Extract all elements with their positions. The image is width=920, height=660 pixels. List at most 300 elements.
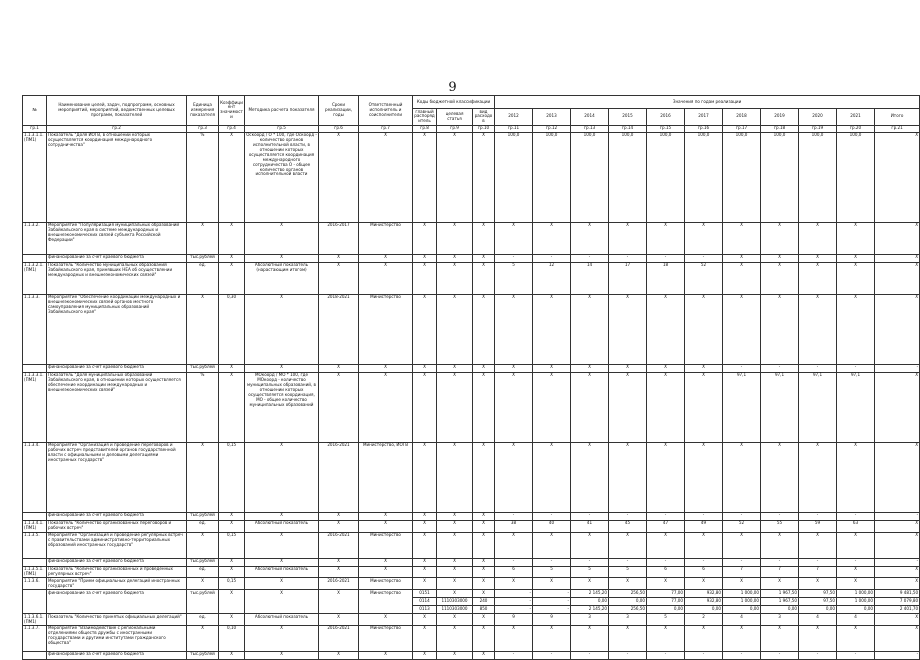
table-cell: Х <box>359 132 413 222</box>
table-cell: Х <box>533 625 571 651</box>
table-cell: Х <box>245 254 319 262</box>
column-number: гр.4 <box>219 125 245 132</box>
table-cell: Мероприятие "Обеспечение координации международных и внешнеэкономических связей органов местного самоуправления муниципальных образований Забайкальского края" <box>47 294 187 364</box>
table-cell: Х <box>319 566 359 578</box>
column-number: гр.14 <box>609 125 647 132</box>
table-cell <box>23 512 47 520</box>
table-cell: Х <box>875 254 920 262</box>
table-cell: - <box>533 606 571 614</box>
table-cell: 1 000,00 <box>837 598 875 606</box>
table-cell: 97,1 <box>723 372 761 442</box>
table-cell: 1 967,50 <box>761 590 799 598</box>
table-cell: Х <box>875 520 920 532</box>
table-cell: Х <box>437 532 473 558</box>
table-cell: Х <box>837 578 875 590</box>
table-cell: 0114 <box>413 598 437 606</box>
table-cell: 0,00 <box>647 606 685 614</box>
table-cell: 3 <box>761 614 799 626</box>
table-cell: Х <box>473 442 495 512</box>
table-cell: Х <box>359 651 413 659</box>
table-cell: Х <box>609 372 647 442</box>
table-cell: Х <box>647 442 685 512</box>
column-number: гр.18 <box>761 125 799 132</box>
table-cell: 9 481,50 <box>875 590 920 598</box>
header-codes: Коды бюджетной классификации <box>413 96 495 109</box>
table-cell: Х <box>437 578 473 590</box>
column-number: гр.11 <box>495 125 533 132</box>
header-year: 2018 <box>723 109 761 126</box>
table-cell: - <box>609 651 647 659</box>
table-cell: Х <box>473 590 495 598</box>
table-row <box>23 132 920 222</box>
table-cell: Х <box>609 442 647 512</box>
table-cell: - <box>647 254 685 262</box>
table-cell: - <box>609 558 647 566</box>
table-cell: - <box>761 512 799 520</box>
table-row <box>23 512 920 520</box>
table-cell: Х <box>875 625 920 651</box>
table-cell: финансирование за счет краевого бюджета <box>47 590 187 614</box>
table-cell: Х <box>609 294 647 364</box>
column-number: гр.13 <box>571 125 609 132</box>
table-cell: Х <box>437 442 473 512</box>
table-row <box>23 262 920 294</box>
table-cell: 17 <box>609 262 647 294</box>
column-number: гр.1 <box>23 125 47 132</box>
table-cell: Х <box>723 532 761 558</box>
table-cell: Х <box>799 578 837 590</box>
table-cell: Х <box>761 578 799 590</box>
table-cell: Х <box>571 364 609 372</box>
table-cell: - <box>495 598 533 606</box>
table-cell: Х <box>359 520 413 532</box>
table-cell: Х <box>685 442 723 512</box>
table-cell: Х <box>685 578 723 590</box>
table-cell: 0,00 <box>799 606 837 614</box>
table-cell: тыс.рублей <box>187 512 219 520</box>
table-cell: тыс.рублей <box>187 651 219 659</box>
table-cell: - <box>647 512 685 520</box>
column-number: гр.15 <box>647 125 685 132</box>
table-cell: 2016-2021 <box>319 442 359 512</box>
table-cell: Х <box>219 566 245 578</box>
table-cell: Х <box>685 625 723 651</box>
table-cell: Х <box>245 625 319 651</box>
table-cell: Х <box>609 222 647 254</box>
table-cell: Х <box>473 132 495 222</box>
table-cell: Х <box>495 442 533 512</box>
table-cell: Х <box>495 364 533 372</box>
table-cell <box>23 254 47 262</box>
header-terms: Сроки реализации, годы <box>319 96 359 126</box>
table-cell: - <box>837 364 875 372</box>
table-cell: Х <box>685 294 723 364</box>
table-cell: - <box>533 512 571 520</box>
table-cell: Х <box>761 254 799 262</box>
table-cell: Х <box>437 372 473 442</box>
table-cell: 7 <box>723 566 761 578</box>
table-cell: 0,00 <box>571 598 609 606</box>
table-cell: Х <box>359 558 413 566</box>
table-cell: Х <box>319 254 359 262</box>
table-cell: тыс.рублей <box>187 364 219 372</box>
column-number: гр.5 <box>245 125 319 132</box>
table-cell: Х <box>245 651 319 659</box>
table-cell: - <box>875 512 920 520</box>
column-number: гр.17 <box>723 125 761 132</box>
table-cell: Абсолютный показатель (нарастающим итогом) <box>245 262 319 294</box>
table-cell: Х <box>837 532 875 558</box>
table-cell: 59 <box>799 520 837 532</box>
column-numbers-row <box>23 125 920 132</box>
table-cell: Х <box>761 294 799 364</box>
table-cell: - <box>533 598 571 606</box>
table-cell: Х <box>875 132 920 222</box>
table-cell: 100,0 <box>647 132 685 222</box>
table-cell: Х <box>875 532 920 558</box>
table-cell: Х <box>319 614 359 626</box>
table-cell: 52 <box>723 520 761 532</box>
table-cell: Х <box>473 578 495 590</box>
table-cell: 6 <box>647 566 685 578</box>
table-cell: 40 <box>533 520 571 532</box>
table-cell: 55 <box>761 520 799 532</box>
table-cell: Х <box>799 625 837 651</box>
table-cell: - <box>495 254 533 262</box>
table-cell: - <box>761 558 799 566</box>
table-cell: Х <box>761 442 799 512</box>
table-header <box>23 96 920 126</box>
table-cell: Х <box>219 590 245 614</box>
table-cell: 7 079,80 <box>875 598 920 606</box>
table-cell: - <box>533 254 571 262</box>
table-cell: Х <box>723 294 761 364</box>
table-cell: Х <box>723 625 761 651</box>
header-code-sub: главный распорядитель <box>414 108 435 124</box>
table-cell: Х <box>413 566 437 578</box>
table-cell: 49 <box>685 520 723 532</box>
table-cell: - <box>723 558 761 566</box>
table-cell: - <box>685 558 723 566</box>
table-cell: Министерство, ИОГВ <box>359 442 413 512</box>
table-cell: 5 <box>533 566 571 578</box>
table-cell: Х <box>533 222 571 254</box>
table-cell: 0,30 <box>219 294 245 364</box>
table-cell: Х <box>723 222 761 254</box>
table-cell: 1.1.3.2.1. (ПМ1) <box>23 262 47 294</box>
table-row <box>23 590 920 598</box>
table-cell: Х <box>473 262 495 294</box>
table-cell: Х <box>723 578 761 590</box>
table-cell: - <box>647 651 685 659</box>
column-number: гр.7 <box>359 125 413 132</box>
header-year: 2017 <box>685 109 723 126</box>
table-cell: 1.1.3.2. <box>23 222 47 254</box>
table-cell: Х <box>473 614 495 626</box>
table-cell: - <box>647 558 685 566</box>
table-cell: Х <box>875 222 920 254</box>
table-cell: Х <box>533 364 571 372</box>
table-cell: Х <box>799 442 837 512</box>
table-cell: - <box>495 651 533 659</box>
page-number: 9 <box>448 80 457 95</box>
table-cell: 7 <box>799 566 837 578</box>
table-cell: Министерство <box>359 222 413 254</box>
table-cell: 0,00 <box>761 606 799 614</box>
table-cell: Х <box>413 520 437 532</box>
table-cell: 6 <box>685 566 723 578</box>
table-cell: Х <box>219 364 245 372</box>
column-number: гр.10 <box>473 125 495 132</box>
table-cell: Х <box>533 532 571 558</box>
table-cell: 77,00 <box>647 598 685 606</box>
table-cell: 1110303000 <box>437 606 473 614</box>
table-cell: - <box>495 606 533 614</box>
table-cell: Х <box>245 590 319 614</box>
table-cell: Х <box>413 364 437 372</box>
column-number: гр.2 <box>47 125 187 132</box>
table-cell: Х <box>647 372 685 442</box>
table-cell: ед. <box>187 614 219 626</box>
table-cell: Х <box>571 294 609 364</box>
table-cell: Х <box>245 364 319 372</box>
table-cell: Х <box>495 222 533 254</box>
header-year: 2016 <box>647 109 685 126</box>
table-cell: Х <box>495 625 533 651</box>
table-cell: - <box>723 651 761 659</box>
table-cell: Х <box>359 254 413 262</box>
table-cell: - <box>875 558 920 566</box>
table-cell: Х <box>219 558 245 566</box>
table-cell: 1 000,00 <box>837 590 875 598</box>
table-cell: Х <box>571 372 609 442</box>
table-cell: 38 <box>495 520 533 532</box>
table-cell: Х <box>219 614 245 626</box>
table-cell: 63 <box>837 520 875 532</box>
table-cell: Мероприятие "Взаимодействие с региональными отделениями обществ дружбы с иностранными государствами и другими институтами гражданского общества" <box>47 625 187 651</box>
table-cell: Х <box>437 520 473 532</box>
table-cell: Показатель "Доля ИОГВ, в отношении которых осуществляется координация международного сотрудничества" <box>47 132 187 222</box>
table-cell: Х <box>761 532 799 558</box>
table-cell: финансирование за счет краевого бюджета <box>47 364 187 372</box>
header-code-sub: целевая статья <box>437 109 473 126</box>
column-number: гр.6 <box>319 125 359 132</box>
table-cell: Х <box>761 625 799 651</box>
header-values: Значения по годам реализации <box>495 96 920 109</box>
table-cell: Х <box>837 222 875 254</box>
table-cell: Х <box>437 364 473 372</box>
table-cell: Х <box>437 614 473 626</box>
table-cell: 1 000,00 <box>723 590 761 598</box>
table-cell: финансирование за счет краевого бюджета <box>47 651 187 659</box>
table-cell: Министерство <box>359 294 413 364</box>
table-cell: - <box>495 590 533 598</box>
table-cell: Х <box>245 512 319 520</box>
table-cell: 0,15 <box>219 442 245 512</box>
table-cell: Х <box>799 532 837 558</box>
table-cell: - <box>799 512 837 520</box>
table-cell: 1.1.3.5.1. (ПМ1) <box>23 566 47 578</box>
table-cell: Х <box>187 578 219 590</box>
table-cell: Х <box>413 262 437 294</box>
table-cell: Х <box>473 294 495 364</box>
table-cell: 45 <box>609 520 647 532</box>
table-cell: Х <box>187 222 219 254</box>
table-cell: Х <box>437 254 473 262</box>
table-cell: 1.1.3.3. <box>23 294 47 364</box>
table-cell: Х <box>437 625 473 651</box>
table-cell: Х <box>533 372 571 442</box>
table-cell: Х <box>875 614 920 626</box>
table-cell: Х <box>219 520 245 532</box>
table-cell: Министерство <box>359 578 413 590</box>
table-cell: Х <box>413 614 437 626</box>
table-cell: 1 000,00 <box>723 598 761 606</box>
table-cell: 97,1 <box>799 372 837 442</box>
table-cell: 0,15 <box>219 532 245 558</box>
header-year: 2020 <box>799 109 837 126</box>
table-cell: Х <box>319 364 359 372</box>
table-cell: 9 <box>533 614 571 626</box>
table-cell: Х <box>837 262 875 294</box>
header-year: 2019 <box>761 109 799 126</box>
table-cell: Х <box>319 372 359 442</box>
table-cell: Х <box>495 578 533 590</box>
table-cell: 0151 <box>413 590 437 598</box>
table-cell: Х <box>187 532 219 558</box>
table-cell: Показатель "Количество организованных переговоров и рабочих встреч" <box>47 520 187 532</box>
table-cell: Х <box>473 566 495 578</box>
table-cell: 2016-2021 <box>319 625 359 651</box>
table-cell: 4 <box>837 614 875 626</box>
table-cell: Х <box>245 442 319 512</box>
table-cell: Х <box>219 372 245 442</box>
table-cell: 2 401,70 <box>875 606 920 614</box>
table-cell: - <box>723 512 761 520</box>
table-cell: Х <box>875 566 920 578</box>
table-cell: Абсолютный показатель <box>245 614 319 626</box>
table-cell: - <box>495 512 533 520</box>
table-row <box>23 372 920 442</box>
table-cell: 97,50 <box>799 598 837 606</box>
table-cell: 2 145,20 <box>571 590 609 598</box>
table-cell: Показатель "Количество муниципальных образований Забайкальского края, принявших НЕА об осуществлении международных и внешнеэкономических связей" <box>47 262 187 294</box>
table-cell: финансирование за счет краевого бюджета <box>47 558 187 566</box>
table-cell: 12 <box>533 262 571 294</box>
table-cell: Х <box>245 294 319 364</box>
header-year: 2012 <box>495 109 533 126</box>
table-cell <box>23 558 47 566</box>
table-cell: 4 <box>799 614 837 626</box>
table-cell: 100,0 <box>837 132 875 222</box>
table-cell: - <box>495 558 533 566</box>
table-cell: Х <box>533 294 571 364</box>
table-cell: Х <box>799 294 837 364</box>
table-cell: Х <box>473 254 495 262</box>
table-row <box>23 625 920 651</box>
column-number: гр.9 <box>437 125 473 132</box>
header-no: № <box>23 96 47 126</box>
table-cell: - <box>875 364 920 372</box>
table-cell: Х <box>413 558 437 566</box>
table-cell: Х <box>837 254 875 262</box>
header-year: 2021 <box>837 109 875 126</box>
table-cell: 100,0 <box>761 132 799 222</box>
table-cell: Х <box>319 512 359 520</box>
table-cell: Х <box>685 372 723 442</box>
table-cell: Х <box>685 222 723 254</box>
table-cell: 2016-2021 <box>319 532 359 558</box>
table-cell: 1 967,50 <box>761 598 799 606</box>
table-cell: Х <box>473 625 495 651</box>
table-cell: 0,00 <box>723 606 761 614</box>
table-cell: - <box>685 254 723 262</box>
header-method: Методика расчета показателя <box>245 96 319 126</box>
column-number: гр.19 <box>799 125 837 132</box>
table-cell: Х <box>359 364 413 372</box>
table-cell: Х <box>799 262 837 294</box>
table-cell: Х <box>413 294 437 364</box>
table-cell: Х <box>473 372 495 442</box>
table-cell: Показатель "Доля муниципальных образований Забайкальского края, в отношении которых осуществляется обеспечение координации международных и внешнеэкономических связей" <box>47 372 187 442</box>
table-cell: Х <box>533 578 571 590</box>
table-cell: Министерство <box>359 625 413 651</box>
table-cell: 4 <box>723 614 761 626</box>
table-cell: 0,10 <box>219 625 245 651</box>
table-cell: 1.1.3.4.1. (ПМ1) <box>23 520 47 532</box>
table-row <box>23 442 920 512</box>
table-cell <box>23 590 47 614</box>
table-cell: Х <box>473 520 495 532</box>
table-cell: 100,0 <box>609 132 647 222</box>
table-cell: Х <box>875 372 920 442</box>
table-cell: Х <box>875 262 920 294</box>
table-cell: Мероприятие "Прием официальных делегаций иностранных государств" <box>47 578 187 590</box>
table-cell: Х <box>495 372 533 442</box>
table-cell: 1.1.3.1.1. (ПМ1) <box>23 132 47 222</box>
table-cell: 100,0 <box>723 132 761 222</box>
table-cell: Х <box>437 590 473 598</box>
table-cell: 100,0 <box>533 132 571 222</box>
table-cell: 47 <box>647 520 685 532</box>
table-cell: 3 <box>609 614 647 626</box>
column-number: гр.16 <box>685 125 723 132</box>
table-cell: Х <box>571 578 609 590</box>
table-cell: 256,50 <box>609 590 647 598</box>
table-cell: Х <box>319 558 359 566</box>
table-cell: - <box>723 364 761 372</box>
table-cell: Х <box>437 132 473 222</box>
table-cell: Х <box>187 294 219 364</box>
table-cell: Х <box>647 222 685 254</box>
table-cell: Х <box>799 254 837 262</box>
table-cell: Х <box>647 578 685 590</box>
table-cell: - <box>533 590 571 598</box>
table-cell: Х <box>359 566 413 578</box>
table-cell: - <box>533 558 571 566</box>
table-cell: 2018-2021 <box>319 294 359 364</box>
table-cell: Х <box>723 254 761 262</box>
table-cell: Оскоорд / О * 100, где Оскоорд - количество органов исполнительной власти, в отношении которых осуществляется координация международного сотрудничества О - общее количество органов исполнительной власти <box>245 132 319 222</box>
table-cell: Х <box>219 222 245 254</box>
table-cell: 1.1.3.4. <box>23 442 47 512</box>
table-cell: Показатель "Количество принятых официальных делегаций" <box>47 614 187 626</box>
table-cell: 97,1 <box>837 372 875 442</box>
column-number: гр.20 <box>837 125 875 132</box>
table-cell: 5 <box>609 566 647 578</box>
table-cell: Х <box>219 132 245 222</box>
table-cell: Х <box>685 364 723 372</box>
